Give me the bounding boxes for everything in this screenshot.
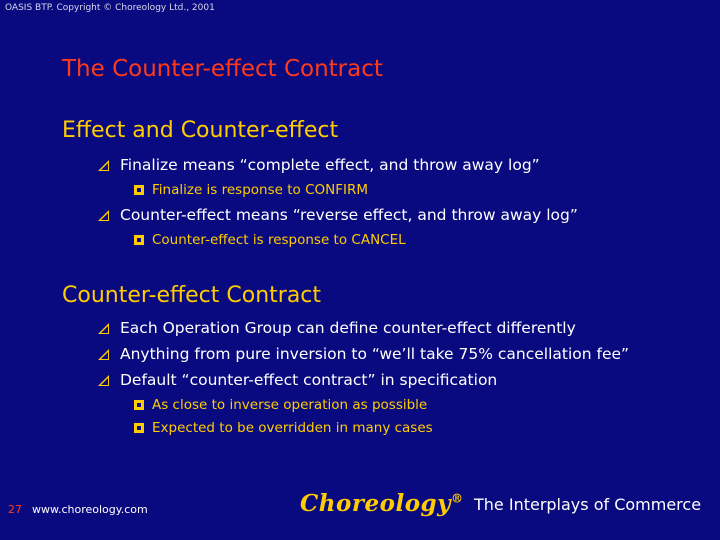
bullet-item <box>97 371 497 389</box>
sub-bullet-item <box>134 182 368 198</box>
slide-title: The Counter-effect Contract <box>62 56 383 82</box>
triangle-bullet-icon <box>97 322 110 335</box>
bullet-text: Anything from pure inversion to “we’ll take 75% cancellation fee” <box>120 345 630 363</box>
bullet-text: Counter-effect means “reverse effect, and throw away log” <box>120 206 578 224</box>
sub-bullet-text: Counter-effect is response to CANCEL <box>152 232 406 248</box>
section-heading-contract: Counter-effect Contract <box>62 283 322 308</box>
triangle-bullet-icon <box>97 159 110 172</box>
bullet-item <box>97 206 578 224</box>
sub-bullet-item <box>134 420 433 436</box>
logo-text: Choreology <box>300 490 451 517</box>
bullet-text: Each Operation Group can define counter-effect differently <box>120 319 576 337</box>
bullet-item <box>97 319 576 337</box>
footer-url-link[interactable]: www.choreology.com <box>32 503 148 516</box>
sub-bullet-item <box>134 232 406 248</box>
triangle-bullet-icon <box>97 374 110 387</box>
bullet-item <box>97 156 540 174</box>
sub-bullet-text: As close to inverse operation as possible <box>152 397 428 413</box>
triangle-bullet-icon <box>97 348 110 361</box>
page-number: 27 <box>8 503 22 516</box>
square-bullet-icon <box>134 423 144 433</box>
square-bullet-icon <box>134 400 144 410</box>
sub-bullet-item <box>134 397 427 413</box>
square-bullet-icon <box>134 185 144 195</box>
choreology-logo <box>300 490 464 517</box>
sub-bullet-text: Finalize is response to CONFIRM <box>152 182 368 198</box>
registered-mark: ® <box>451 491 464 506</box>
sub-bullet-text: Expected to be overridden in many cases <box>152 420 433 436</box>
bullet-item <box>97 345 629 363</box>
tagline: The Interplays of Commerce <box>474 495 702 514</box>
copyright-notice: OASIS BTP. Copyright © Choreology Ltd., 2001 <box>5 3 215 13</box>
section-heading-effect: Effect and Counter-effect <box>62 118 339 143</box>
bullet-text: Default “counter-effect contract” in specification <box>120 371 498 389</box>
square-bullet-icon <box>134 235 144 245</box>
triangle-bullet-icon <box>97 209 110 222</box>
bullet-text: Finalize means “complete effect, and throw away log” <box>120 156 540 174</box>
